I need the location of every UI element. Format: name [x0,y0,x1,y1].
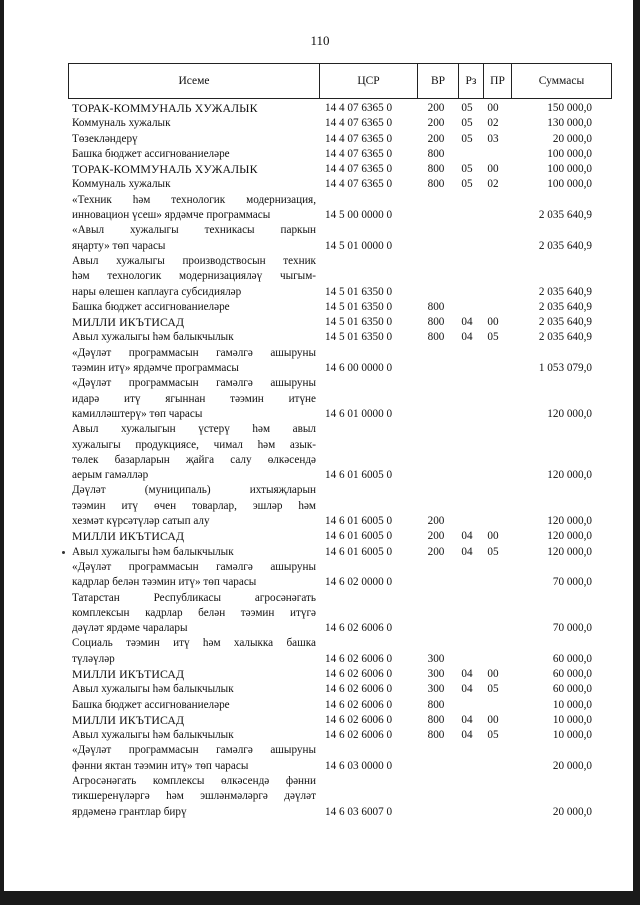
header-vr: ВР [417,64,458,98]
table-row [0,193,640,224]
row-name-line: тикшеренүләргә һәм эшләнмәләргә дәүләт [72,790,316,803]
row-name-line: МИЛЛИ ИКЪТИСАД [72,712,185,727]
row-name-line: Башка бюджет ассигнованиеләре [72,147,230,160]
row-vr: 800 [427,163,445,176]
row-sum: 100 000,0 [547,147,592,160]
row-name-line: Авыл хужалыгы һәм балыкчылык [72,683,234,696]
row-name-line: хужалыгы продукциясе, чимал һәм азык- [72,438,316,451]
row-csr: 14 6 02 6006 0 [325,729,393,742]
row-name [72,132,316,147]
row-name [72,483,316,529]
row-csr: 14 5 00 0000 0 [325,209,393,222]
row-name-line: «Дәүләт программасын гамәлгә ашыруны [72,744,316,757]
row-vr: 800 [427,729,445,742]
table-row [0,529,640,544]
row-name [72,682,316,697]
row-pr: 00 [487,667,499,680]
row-rz: 04 [461,713,473,726]
row-csr: 14 6 02 6006 0 [325,652,393,665]
row-name [72,636,316,667]
row-name [72,545,316,560]
row-name-line: Төзекләндерү [72,132,138,145]
row-csr: 14 6 01 6005 0 [325,530,393,543]
row-pr: 02 [487,117,499,130]
row-csr: 14 6 01 6005 0 [325,469,393,482]
row-sum: 2 035 640,9 [538,300,592,313]
row-vr: 200 [427,102,445,114]
row-name [72,254,316,300]
row-csr: 14 4 07 6365 0 [325,102,393,114]
row-rz: 04 [461,683,473,696]
row-name-line: Башка бюджет ассигнованиеләре [72,300,230,313]
table-row [0,636,640,667]
table-row [0,223,640,254]
row-vr: 300 [427,652,445,665]
row-name [72,162,316,177]
row-rz: 04 [461,729,473,742]
row-name-line: камилләштерү» төп чарасы [72,407,203,420]
row-name-line: Коммуналь хужалык [72,178,171,191]
row-name-line: комплексын кадрлар белән тәэмин итүгә [72,606,316,619]
row-name-line: Татарстан Республикасы агросәнәгать [72,591,316,604]
table-header [68,63,612,99]
row-name-line: Авыл хужалыгы һәм балыкчылык [72,729,234,742]
row-sum: 2 035 640,9 [538,316,592,329]
table-row [0,774,640,820]
row-csr: 14 6 03 0000 0 [325,759,393,772]
row-sum: 150 000,0 [547,102,592,114]
row-name [72,728,316,743]
table-row [0,254,640,300]
row-csr: 14 5 01 6350 0 [325,316,393,329]
row-name [72,315,316,330]
row-csr: 14 6 02 6006 0 [325,622,393,635]
row-name-line: түләүләр [72,652,115,665]
table-row [0,300,640,315]
row-name [72,422,316,483]
row-rz: 05 [461,132,473,145]
row-name [72,101,316,116]
row-csr: 14 6 01 0000 0 [325,407,393,420]
row-pr: 05 [487,545,499,558]
row-name-line: Коммуналь хужалык [72,117,171,130]
row-name-line: «Техник һәм технологик модернизация, [72,193,316,206]
row-name-line: Авыл хужалыгы һәм балыкчылык [72,331,234,344]
row-name-line: «Авыл хужалыгы техникасы паркын [72,224,316,237]
table-row [0,667,640,682]
row-name-line: тәэмин итү өчен товарлар, эшләр һәм [72,499,316,512]
row-name [72,591,316,637]
row-name-line: тәэмин итү» ярдәмче программасы [72,362,239,375]
row-csr: 14 5 01 6350 0 [325,331,393,344]
row-pr: 00 [487,316,499,329]
row-sum: 130 000,0 [547,117,592,130]
table-row [0,422,640,483]
row-name-line: Социаль тәэмин итү һәм халыкка башка [72,637,316,650]
row-pr: 03 [487,132,499,145]
table-row [0,376,640,422]
row-sum: 20 000,0 [552,132,592,145]
row-csr: 14 5 01 6350 0 [325,285,393,298]
page-number: 110 [310,33,330,48]
row-vr: 200 [427,132,445,145]
row-csr: 14 6 02 6006 0 [325,683,393,696]
row-pr: 05 [487,331,499,344]
row-vr: 800 [427,316,445,329]
row-name-line: Авыл хужалыгын үстерү һәм авыл [72,423,316,436]
table-row [0,728,640,743]
row-name-line: Авыл хужалыгы производствосын техник [72,254,316,267]
row-csr: 14 6 03 6007 0 [325,805,393,818]
row-sum: 60 000,0 [552,667,592,680]
row-pr: 00 [487,163,499,176]
row-vr: 800 [427,147,445,160]
row-sum: 20 000,0 [552,805,592,818]
row-name [72,529,316,544]
bullet-mark [62,551,65,554]
row-rz: 04 [461,530,473,543]
row-name [72,743,316,774]
table-row [0,101,640,116]
row-name [72,116,316,131]
row-sum: 60 000,0 [552,652,592,665]
row-rz: 05 [461,163,473,176]
row-rz: 05 [461,178,473,191]
row-rz: 04 [461,667,473,680]
row-sum: 60 000,0 [552,683,592,696]
row-name-line: һәм технологик модернизацияләү чыгым- [72,270,316,283]
row-name-line: ТОРАК-КОММУНАЛЬ ХУЖАЛЫК [72,162,258,177]
row-sum: 120 000,0 [547,545,592,558]
row-pr: 00 [487,102,499,114]
row-name-line: Агросәнәгать комплексы өлкәсендә фәнни [72,775,316,788]
row-sum: 10 000,0 [552,698,592,711]
row-name [72,193,316,224]
row-csr: 14 4 07 6365 0 [325,117,393,130]
row-name [72,147,316,162]
row-name [72,774,316,820]
row-name [72,300,316,315]
row-csr: 14 6 01 6005 0 [325,545,393,558]
row-sum: 10 000,0 [552,713,592,726]
row-name-line: МИЛЛИ ИКЪТИСАД [72,315,185,330]
row-vr: 200 [427,515,445,528]
row-rz: 04 [461,316,473,329]
table-row [0,483,640,529]
row-name [72,376,316,422]
row-csr: 14 4 07 6365 0 [325,147,393,160]
row-csr: 14 4 07 6365 0 [325,178,393,191]
table-body [0,101,640,820]
row-name-line: аерым гамәлләр [72,469,149,482]
row-name-line: Башка бюджет ассигнованиеләре [72,698,230,711]
row-name-line: нары өлешен каплауга субсидияләр [72,285,242,298]
row-name [72,560,316,591]
row-pr: 05 [487,729,499,742]
header-csr: ЦСР [319,64,417,98]
row-sum: 100 000,0 [547,178,592,191]
row-sum: 120 000,0 [547,469,592,482]
row-vr: 300 [427,667,445,680]
table-row [0,330,640,345]
row-vr: 200 [427,117,445,130]
row-name-line: фәнни яктан тәэмин итү» төп чарасы [72,759,249,772]
row-sum: 2 035 640,9 [538,285,592,298]
row-name-line: ярдәменә грантлар бирү [72,805,187,818]
row-csr: 14 6 02 0000 0 [325,576,393,589]
table-row [0,315,640,330]
table-row [0,162,640,177]
header-sum: Суммасы [511,64,611,98]
row-name-line: инновацион үсеш» ярдәмче программасы [72,209,271,222]
row-sum: 2 035 640,9 [538,209,592,222]
row-name [72,177,316,192]
row-name-line: МИЛЛИ ИКЪТИСАД [72,666,185,681]
row-name-line: «Дәүләт программасын гамәлгә ашыруны [72,346,316,359]
row-name [72,223,316,254]
row-sum: 120 000,0 [547,407,592,420]
row-vr: 200 [427,545,445,558]
row-pr: 05 [487,683,499,696]
row-name [72,667,316,682]
row-name-line: идарә итү ягыннан тәэмин итүне [72,392,316,405]
row-name [72,346,316,377]
row-rz: 05 [461,102,473,114]
row-csr: 14 6 02 6006 0 [325,667,393,680]
row-name-line: дәүләт ярдәме чаралары [72,622,188,635]
header-name: Исеме [178,75,210,87]
row-csr: 14 5 01 0000 0 [325,239,393,252]
row-csr: 14 6 00 0000 0 [325,362,393,375]
row-name-line: МИЛЛИ ИКЪТИСАД [72,529,185,544]
table-row [0,698,640,713]
row-rz: 05 [461,117,473,130]
row-pr: 02 [487,178,499,191]
row-csr: 14 6 01 6005 0 [325,515,393,528]
row-name-line: «Дәүләт программасын гамәлгә ашыруны [72,377,316,390]
row-csr: 14 6 02 6006 0 [325,713,393,726]
header-rz: Рз [458,64,483,98]
table-row [0,560,640,591]
table-row [0,743,640,774]
row-sum: 20 000,0 [552,759,592,772]
row-sum: 120 000,0 [547,530,592,543]
table-row [0,116,640,131]
table-row [0,147,640,162]
scan-bottom-edge [0,891,640,905]
row-sum: 100 000,0 [547,163,592,176]
table-row [0,713,640,728]
row-vr: 800 [427,698,445,711]
row-csr: 14 6 02 6006 0 [325,698,393,711]
table-row [0,346,640,377]
table-row [0,682,640,697]
row-vr: 200 [427,530,445,543]
table-row [0,132,640,147]
row-csr: 14 4 07 6365 0 [325,163,393,176]
row-csr: 14 5 01 6350 0 [325,300,393,313]
row-vr: 300 [427,683,445,696]
row-name-line: Авыл хужалыгы һәм балыкчылык [72,545,234,558]
row-sum: 120 000,0 [547,515,592,528]
row-vr: 800 [427,300,445,313]
header-pr: ПР [483,64,511,98]
row-pr: 00 [487,530,499,543]
row-name-line: яңарту» төп чарасы [72,239,166,252]
row-pr: 00 [487,713,499,726]
table-row [0,177,640,192]
row-sum: 70 000,0 [552,622,592,635]
row-name-line: «Дәүләт программасын гамәлгә ашыруны [72,560,316,573]
row-sum: 2 035 640,9 [538,239,592,252]
row-vr: 800 [427,331,445,344]
row-name-line: хезмәт күрсәтүләр сатып алу [72,515,210,528]
row-name-line: Дәүләт (муниципаль) ихтыяҗларын [72,484,316,497]
row-name-line: төлек базарларын җайга салу өлкәсендә [72,453,316,466]
row-sum: 10 000,0 [552,729,592,742]
row-sum: 2 035 640,9 [538,331,592,344]
row-rz: 04 [461,545,473,558]
row-name [72,698,316,713]
row-rz: 04 [461,331,473,344]
table-row [0,591,640,637]
row-name-line: кадрлар белән тәэмин итү» төп чарасы [72,576,257,589]
row-csr: 14 4 07 6365 0 [325,132,393,145]
row-name-line: ТОРАК-КОММУНАЛЬ ХУЖАЛЫК [72,101,258,115]
row-sum: 1 053 079,0 [538,362,592,375]
row-sum: 70 000,0 [552,576,592,589]
row-name [72,713,316,728]
row-name [72,330,316,345]
table-row [0,545,640,560]
row-vr: 800 [427,178,445,191]
row-vr: 800 [427,713,445,726]
